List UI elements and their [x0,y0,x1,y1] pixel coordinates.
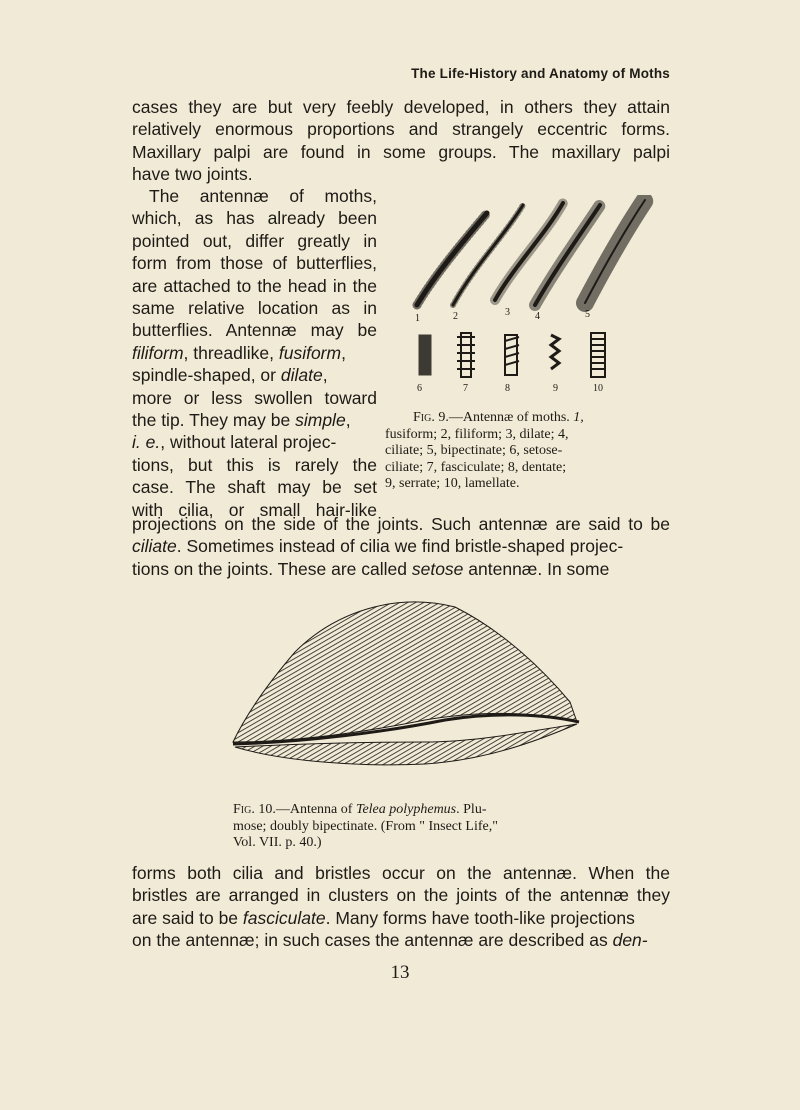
term-simple: simple [295,410,346,431]
term-filiform: filiform [132,342,184,363]
figure-number-label: 9 [553,383,558,394]
figure-number-label: 6 [417,383,422,394]
text-fragment: . Many forms have tooth-like projections [325,907,635,928]
figure-number-label: 5 [585,309,590,320]
figure-label: Fig. 9. [413,410,449,425]
term-fasciculate: fasciculate [242,907,326,928]
text-line [132,364,377,386]
figure-number-label: 10 [593,383,603,394]
caption-text: 1, [573,410,584,425]
text-line: have two joints. [132,164,253,185]
term-fusiform: fusiform [278,342,342,363]
text-line [132,342,377,364]
caption-species: Telea polyphemus [355,802,457,817]
text-fragment: tions on the joints. These are called [132,558,412,579]
figure-10-antenna-telea-polyphemus [225,592,585,792]
text-line: pointed out, differ greatly in [132,230,377,251]
page-number: 13 [390,962,410,983]
text-line: form from those of butterflies, [132,253,377,274]
text-line: which, as has already been [132,208,377,229]
text-fragment: . Sometimes instead of cilia we find bristle-shaped projec- [176,536,624,557]
figure-number-label: 1 [415,313,420,324]
antennae-illustration [405,195,670,395]
term-setose: setose [411,558,464,579]
figure-number-label: 2 [453,311,458,322]
figure-label: Fig. 10. [233,802,276,817]
text-line: more or less swollen toward [132,387,377,408]
text-fragment: on the antennæ; in such cases the antennæ are described as [132,930,613,951]
text-line: cases they are but very feebly developed, in others they attain [132,97,670,117]
text-line: butterflies. Antennæ may be [132,320,377,341]
paragraph-2-narrow [132,185,377,521]
caption-line: fusiform; 2, filiform; 3, dilate; 4, [385,426,569,442]
text-line [132,431,377,453]
caption-text: . Plu- [456,802,487,817]
figure-9-antennae-types [405,195,670,395]
caption-text: —Antenna of [275,802,356,817]
text-line: case. The shaft may be set [132,477,377,498]
text-line [132,535,670,557]
text-line: projections on the side of the joints. Such antennæ are said to be [132,514,670,534]
text-line: are attached to the head in the [132,275,377,296]
text-line: with cilia, or small hair-like [132,499,377,520]
text-fragment: spindle-shaped, or [132,365,281,386]
text-line: Maxillary palpi are found in some groups. The maxillary palpi [132,141,670,162]
text-fragment: , without lateral projec- [160,432,337,453]
text-line: same relative location as in [132,298,377,319]
caption-line: Vol. VII. p. 40.) [233,835,322,850]
text-fragment: are said to be [132,907,243,928]
text-fragment: , [341,342,346,363]
text-line [132,929,670,951]
figure-9-caption [385,410,671,493]
text-fragment: antennæ. In some [463,558,610,579]
text-fragment: , [322,365,328,386]
text-line: relatively enormous proportions and strangely eccentric forms. [132,119,670,140]
text-fragment: the tip. They may be [132,410,296,431]
caption-line: mose; doubly bipectinate. (From " Insect Life," [233,818,498,834]
text-line: forms both cilia and bristles occur on the antennæ. When the [132,863,670,883]
plumose-antenna-illustration [225,592,585,792]
figure-number-label: 8 [505,383,510,394]
text-line [132,558,670,580]
caption-line: ciliate; 5, bipectinate; 6, setose- [385,443,563,458]
figure-number-label: 4 [535,311,540,322]
text-line: The antennæ of moths, [149,186,377,206]
caption-line: 9, serrate; 10, lamellate. [385,476,520,491]
text-line [132,907,670,929]
figure-number-label: 3 [505,307,510,318]
term-dilate: dilate [280,365,323,386]
term-ciliate: ciliate [132,536,177,557]
paragraph-2-continued [132,513,670,580]
term-den: den- [612,930,648,951]
caption-line [385,410,671,427]
text-line: bristles are arranged in clusters on the joints of the antennæ they [132,885,670,906]
figure-number-label: 7 [463,383,468,394]
text-fragment: , threadlike, [183,342,279,363]
text-line: tions, but this is rarely the [132,454,377,475]
paragraph-1 [132,96,670,186]
term-ie: i. e. [132,432,161,453]
paragraph-3 [132,862,670,952]
caption-text: —Antennæ of moths. [448,410,574,425]
caption-line: ciliate; 7, fasciculate; 8, dentate; [385,459,567,475]
text-fragment: , [345,410,351,431]
caption-line [233,802,593,819]
running-head: The Life-History and Anatomy of Moths [411,66,670,81]
text-line [132,409,377,431]
figure-10-caption [233,802,593,852]
